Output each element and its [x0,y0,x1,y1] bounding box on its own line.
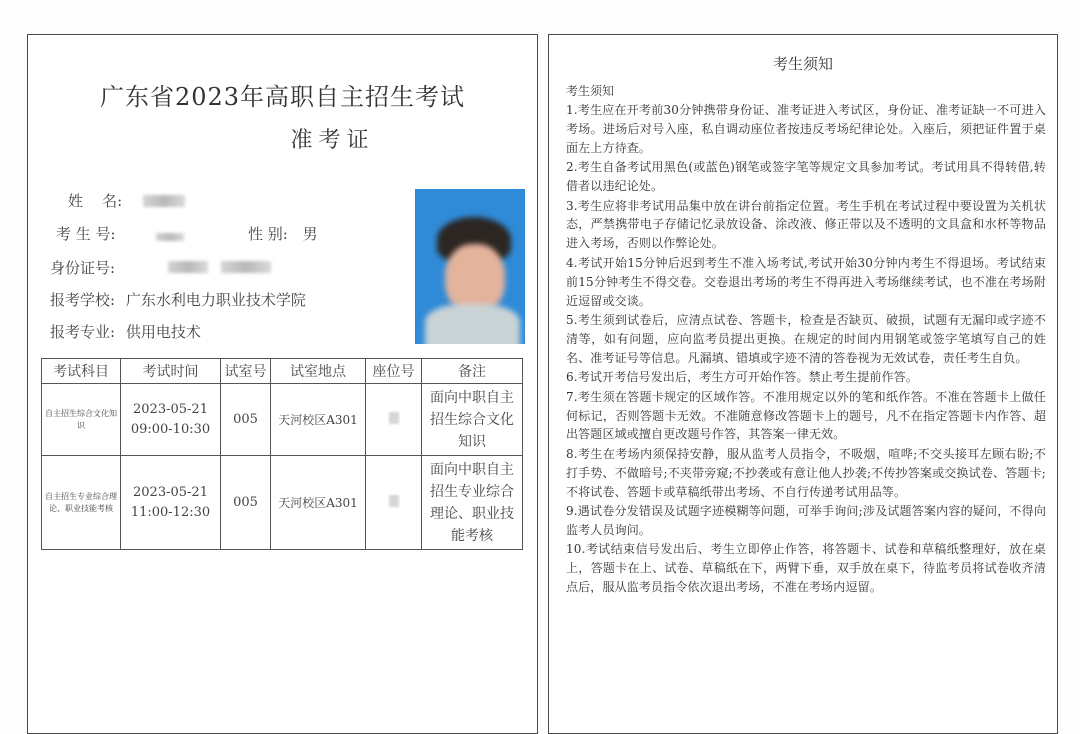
exam-date: 2023-05-21 [133,484,208,500]
school-label: 报考学校: [50,291,116,309]
exam-time-range: 09:00-10:30 [130,421,211,437]
col-header-room: 试室号 [221,359,271,384]
major-field [50,321,201,342]
admission-ticket [27,34,538,734]
school-value: 广东水利电力职业技术学院 [125,291,306,309]
id-number-label: 身份证号: [50,259,116,277]
redacted-seat [389,495,399,507]
col-header-location: 试室地点 [271,359,366,384]
name-label: 姓 名: [68,192,123,210]
table-row [42,456,523,550]
notice-item-8: 8.考生在考场内须保持安静，服从监考人员指令，不吸烟，喧哗;不交头接耳左顾右盼;不打手势、不做暗号;不夹带旁窥;不抄袭或有意让他人抄袭;不传抄答案或交换试卷、答题卡;不将试卷、答题卡或草稿纸带出考场、不自行传递考试用品等。 [566,446,1046,499]
notice-item-4: 4.考试开始15分钟后迟到考生不准入场考试,考试开始30分钟内考生不得退场。考试结束前15分钟考生不得交卷。交卷退出考场的考生不得再进入考场继续考试，也不准在考场附近逗留或交谈。 [566,255,1046,308]
major-value: 供用电技术 [125,323,201,341]
notice-title: 考生须知 [772,55,833,73]
time-cell [121,456,221,550]
notice-item-2: 2.考生自备考试用黑色(或蓝色)钢笔或签字笔等规定文具参加考试。考试用具不得转借,转借者以违纪论处。 [566,160,1046,194]
redacted-id-part1 [168,261,208,273]
exam-time-range: 11:00-12:30 [130,504,211,520]
seat-cell [366,456,422,550]
room-cell: 005 [221,384,271,456]
notice-item-1: 1.考生应在开考前30分钟携带身份证、准考证进入考试区，身份证、准考证缺一不可进入考场。进场后对号入座，私自调动座位者按违反考场纪律论处。入座后，须把证件置于桌面左上方待查。 [566,103,1046,155]
exam-number-label: 考 生 号: [56,225,116,243]
col-header-time: 考试时间 [121,359,221,384]
location-cell: 天河校区A301 [271,456,366,550]
redacted-exam-number [156,233,184,241]
note-cell: 面向中职自主招生综合文化知识 [422,384,523,456]
subject-cell: 自主招生专业综合理论、职业技能考核 [42,456,121,550]
col-header-subject: 考试科目 [42,359,121,384]
notice-item-5: 5.考生须到试卷后，应清点试卷、答题卡，检查是否缺页、破损，试题有无漏印或字迹不清等，如有问题，应向监考员提出更换。在规定的时间内用钢笔或签字笔填写自己的姓名、准考证号等信息。凡漏填、错填或字迹不清的答卷视为无效试卷，责任考生自负。 [566,312,1046,365]
major-label: 报考专业: [50,323,116,341]
notice-heading: 考生须知 [566,84,615,98]
gender-value: 男 [302,225,318,243]
time-cell [121,384,221,456]
id-number-field [50,257,115,278]
notice-item-9: 9.遇试卷分发错误及试题字迹模糊等问题，可举手询问;涉及试题答案内容的疑问，不得向监考人员询问。 [566,504,1046,537]
col-header-note: 备注 [422,359,523,384]
school-field [50,289,306,310]
exam-notice [548,34,1058,734]
gender-label: 性 别: [248,225,288,243]
table-header-row [42,359,523,384]
gender-field [248,223,318,244]
subject-cell: 自主招生综合文化知识 [42,384,121,456]
redacted-id-part2 [221,261,271,273]
exam-title: 广东省2023年高职自主招生考试 [99,83,466,111]
notice-item-10: 10.考试结束信号发出后、考生立即停止作答，将答题卡、试卷和草稿纸整理好，放在桌上，答题卡在上、试卷、草稿纸在下，两臂下垂，双手放在桌下，待监考员将试卷收齐清点后，服从监考员指令依次退出考场，不准在考场内逗留。 [566,542,1046,595]
notice-body [566,101,1046,598]
room-cell: 005 [221,456,271,550]
exam-date: 2023-05-21 [133,401,208,417]
ticket-title: 准考证 [290,128,375,153]
notice-item-7: 7.考生须在答题卡规定的区域作答。不准用规定以外的笔和纸作答。不准在答题卡上做任何标记，否则答题卡无效。不准随意修改答题卡上的题号，凡不在指定答题卡内作答、超出答题区域或擅自更改题号作答，其答案一律无效。 [566,389,1046,442]
redacted-name [143,195,185,207]
col-header-seat: 座位号 [366,359,422,384]
location-cell: 天河校区A301 [271,384,366,456]
notice-item-3: 3.考生应将非考试用品集中放在讲台前指定位置。考生手机在考试过程中要设置为关机状态，严禁携带电子存储记忆录放设备、涂改液、修正带以及不透明的文具盒和水杯等物品进入考场，否则以作弊论处。 [566,198,1046,251]
redacted-seat [389,412,399,424]
note-cell: 面向中职自主招生专业综合理论、职业技能考核 [422,456,523,550]
table-row [42,384,523,456]
name-field [68,190,122,211]
exam-schedule-table [41,358,523,550]
notice-item-6: 6.考试开考信号发出后，考生方可开始作答。禁止考生提前作答。 [566,370,918,385]
exam-number-field [56,223,116,244]
seat-cell [366,384,422,456]
candidate-photo [415,189,525,344]
